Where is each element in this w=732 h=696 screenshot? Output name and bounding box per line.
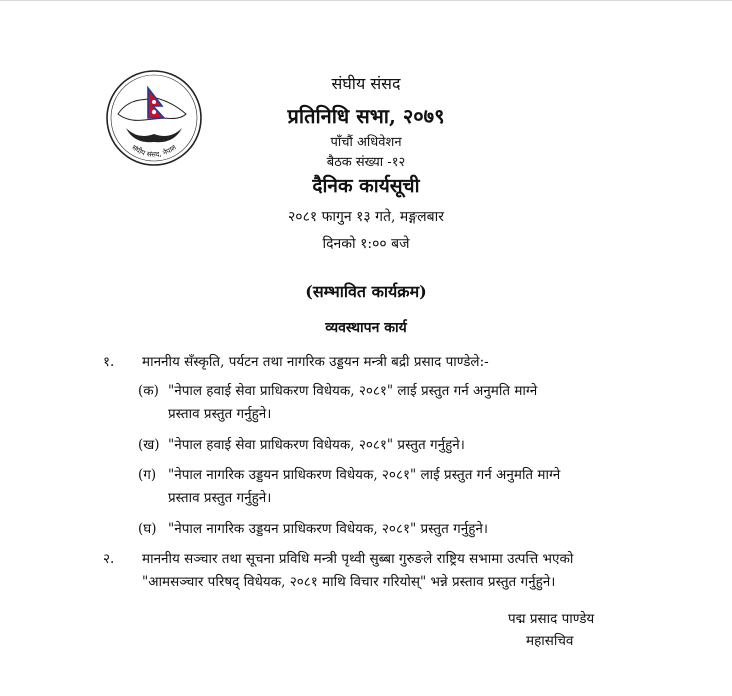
item-text-continued: "आमसञ्चार परिषद् विधेयक, २०८१ माथि विचार गरियोस्" भन्ने प्रस्ताव प्रस्तुत गर्नुहुने। (142, 574, 556, 590)
subitem-label: (ग) (138, 467, 157, 483)
subitem-text-continued: प्रस्ताव प्रस्तुत गर्नुहुने। (168, 406, 272, 422)
subitem-label: (ख) (138, 437, 160, 453)
house-name: प्रतिनिधि सभा, २०७९ (287, 104, 445, 128)
page-title: दैनिक कार्यसूची (312, 175, 420, 197)
subitem-label: (क) (138, 383, 159, 399)
subitem-text: "नेपाल हवाई सेवा प्राधिकरण विधेयक, २०८१" लाई प्रस्तुत गर्न अनुमति माग्ने (168, 383, 538, 399)
program-heading: (सम्भावित कार्यक्रम) (305, 282, 427, 301)
parliament-name: संघीय संसद (331, 74, 401, 93)
emblem-text: संघीय संसद, नेपाल (130, 143, 178, 159)
session-name: पाँचौं अधिवेशन (330, 135, 402, 150)
subitem-label: (घ) (138, 521, 157, 537)
section-heading: व्यवस्थापन कार्य (325, 320, 407, 336)
subitem-text: "नेपाल नागरिक उड्डयन प्राधिकरण विधेयक, २०८१" लाई प्रस्तुत गर्न अनुमति माग्ने (168, 467, 561, 483)
subitem-text-continued: प्रस्ताव प्रस्तुत गर्नुहुने। (168, 490, 272, 506)
signatory-title: महासचिव (526, 633, 574, 649)
signatory-name: पद्म प्रसाद पाण्डेय (508, 611, 595, 627)
top-border (0, 0, 732, 1)
subitem-text: "नेपाल नागरिक उड्डयन प्राधिकरण विधेयक, २०८१" प्रस्तुत गर्नुहुने। (168, 521, 488, 537)
subitem-text: "नेपाल हवाई सेवा प्राधिकरण विधेयक, २०८१" प्रस्तुत गर्नुहुने। (168, 437, 465, 453)
meeting-time: दिनको १:०० बजे (322, 236, 410, 252)
meeting-date: २०८१ फागुन १३ गते, मङ्गलबार (288, 209, 444, 225)
item-number: २. (103, 551, 115, 567)
item-number: १. (103, 354, 115, 370)
meeting-number: बैठक संख्या -१२ (326, 155, 406, 170)
item-text: माननीय सञ्चार तथा सूचना प्रविधि मन्त्री पृथ्वी सुब्बा गुरुङले राष्ट्रिय सभामा उत्पत्ति भएको (142, 551, 574, 567)
item-text: माननीय सँस्कृति, पर्यटन तथा नागरिक उड्डयन मन्त्री बद्री प्रसाद पाण्डेले:- (142, 354, 489, 370)
